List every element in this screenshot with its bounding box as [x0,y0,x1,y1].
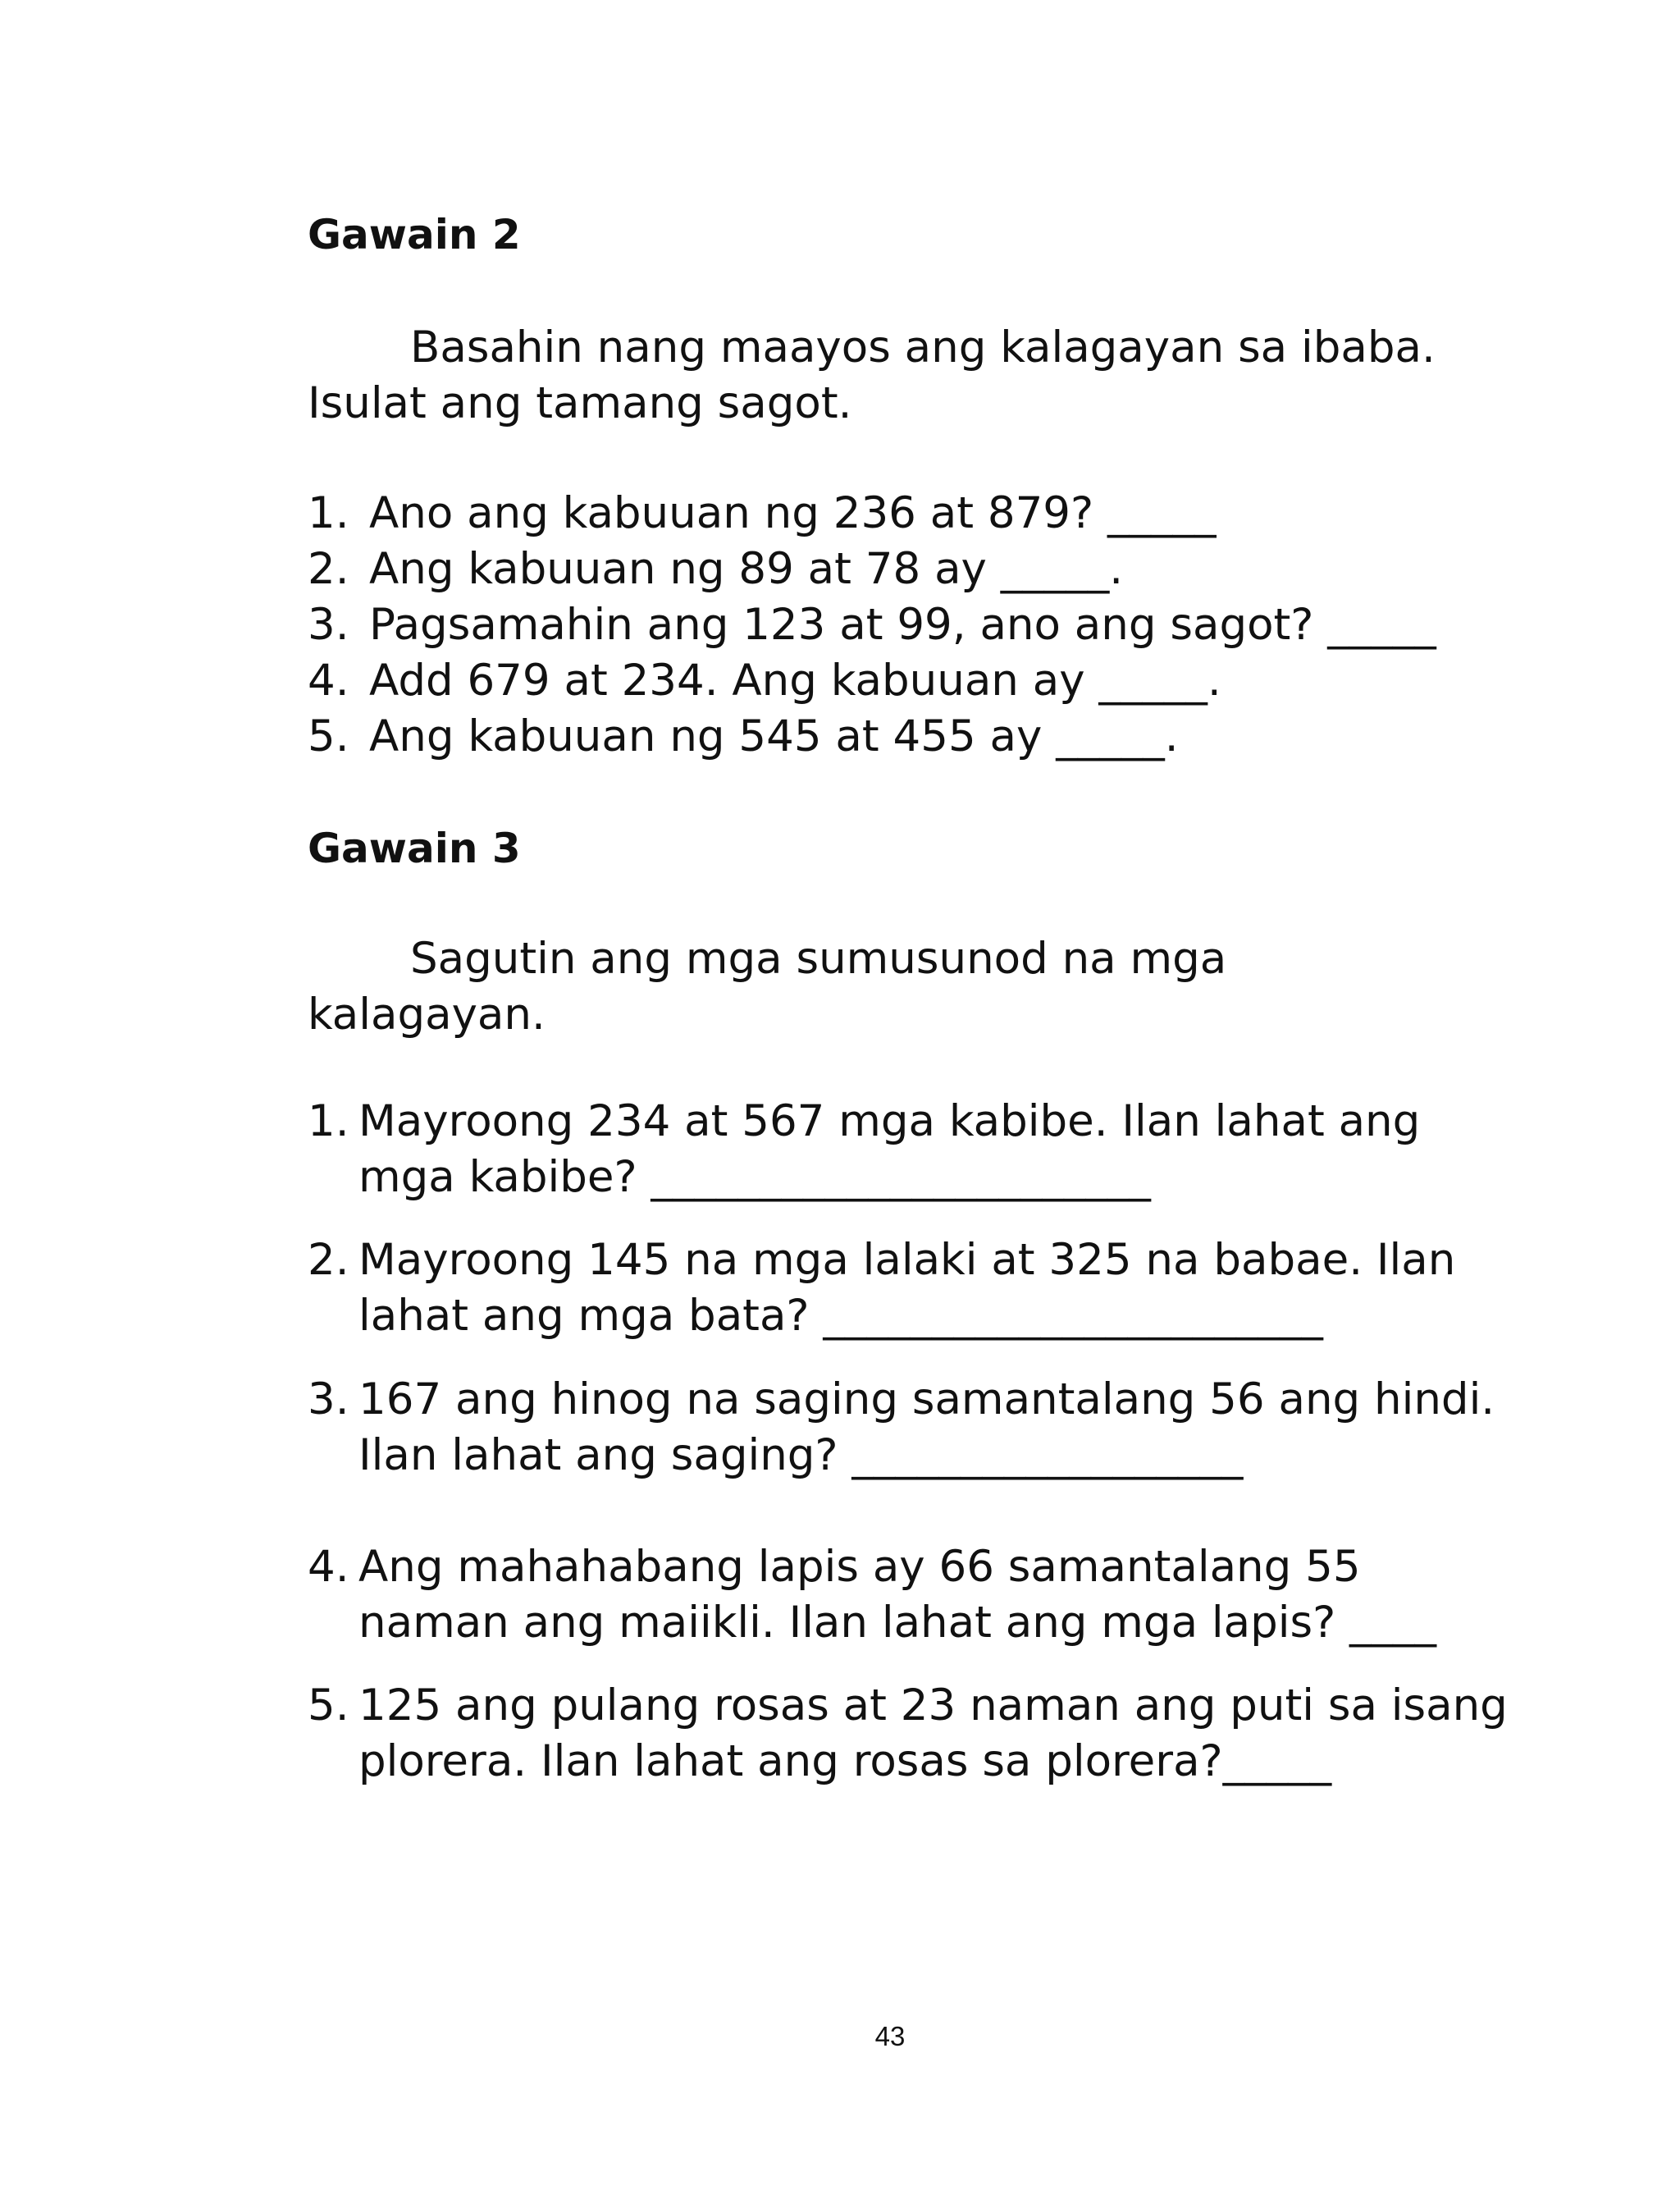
gawain-3-heading: Gawain 3 [308,825,521,872]
gawain-2-heading: Gawain 2 [308,211,521,258]
list-item: 2. Ang kabuuan ng 89 at 78 ay _____. [308,544,1124,594]
list-item: 4. Ang mahahabang lapis ay 66 samantalang 55 naman ang maiikli. Ilan lahat ang mga lapis? ____ [308,1542,1437,1648]
list-item: 3. 167 ang hinog na saging samantalang 56 ang hindi. Ilan lahat ang saging? __________________ [308,1374,1495,1480]
list-item: 2. Mayroong 145 na mga lalaki at 325 na babae. Ilan lahat ang mga bata? _______________________ [308,1235,1456,1341]
list-item: 5. Ang kabuuan ng 545 at 455 ay _____. [308,711,1179,761]
gawain-2-instruction: Basahin nang maayos ang kalagayan sa ibaba. Isulat ang tamang sagot. [308,322,1436,428]
gawain-2-list [308,486,1489,765]
list-item: 1. Ano ang kabuuan ng 236 at 879? _____ [308,488,1217,538]
list-item: 4. Add 679 at 234. Ang kabuuan ay _____. [308,656,1221,706]
gawain-3-instruction: Sagutin ang mga sumusunod na mga kalagayan. [308,934,1227,1040]
page-number: 43 [874,2021,906,2051]
list-item: 1. Mayroong 234 at 567 mga kabibe. Ilan lahat ang mga kabibe? _______________________ [308,1096,1421,1202]
list-item: 3. Pagsamahin ang 123 at 99, ano ang sagot? _____ [308,600,1436,650]
list-item: 5. 125 ang pulang rosas at 23 naman ang puti sa isang plorera. Ilan lahat ang rosas sa plorera?_____ [308,1680,1508,1786]
